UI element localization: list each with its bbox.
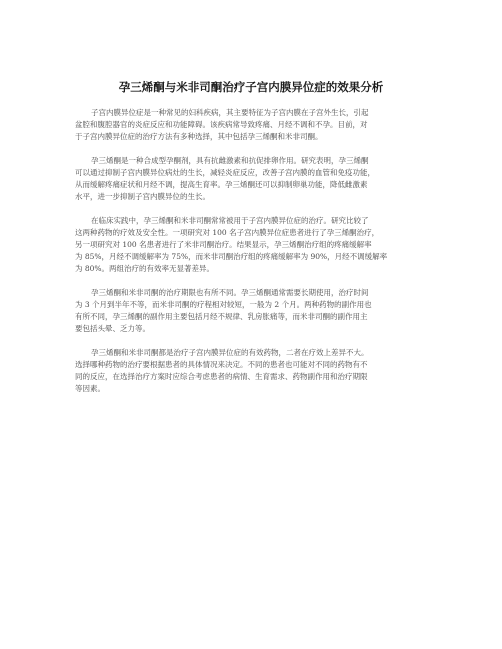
paragraph-2-line-2: 可以通过抑制子宫内膜异位病灶的生长，减轻炎症反应，改善子宫内膜的血管和免疫功能， xyxy=(75,168,375,177)
paragraph-4-line-1: 孕三烯酮和米非司酮的治疗期限也有所不同。孕三烯酮通常需要长期使用，治疗时间 xyxy=(91,288,369,297)
paragraph-5-line-2: 选择哪种药物的治疗要根据患者的具体情况来决定。不同的患者也可能对不同的药物有不 xyxy=(75,360,368,369)
paragraph-3-line-4: 为 85%，月经不调缓解率为 75%，而米非司酮治疗组的疼痛缓解率为 90%，月经不调缓解率 xyxy=(75,252,388,261)
paragraph-5 xyxy=(75,347,435,395)
paragraph-4-line-3: 有所不同，孕三烯酮的副作用主要包括月经不规律、乳房胀痛等，而米非司酮的副作用主 xyxy=(75,312,368,321)
paragraph-2-line-1: 孕三烯酮是一种合成型孕酮剂，具有抗雌激素和抗促排卵作用。研究表明，孕三烯酮 xyxy=(91,156,369,165)
paragraph-4-line-2: 为 3 个月到半年不等，而米非司酮的疗程相对较短，一般为 2 个月。两种药物的副作用也 xyxy=(75,300,372,309)
paragraph-3-line-2: 这两种药物的疗效及安全性。一项研究对 100 名子宫内膜异位症患者进行了孕三烯酮治疗， xyxy=(75,228,380,237)
paragraph-5-line-3: 同的反应，在选择治疗方案时应综合考虑患者的病情、生育需求、药物副作用和治疗期限 xyxy=(75,372,368,381)
paragraph-5-line-1: 孕三烯酮和米非司酮都是治疗子宫内膜异位症的有效药物，二者在疗效上差异不大。 xyxy=(91,348,369,357)
paragraph-1 xyxy=(75,107,435,143)
paragraph-3-line-5: 为 80%。两组治疗的有效率无显著差异。 xyxy=(75,264,215,273)
paragraph-1-line-1: 子宫内膜异位症是一种常见的妇科疾病，其主要特征为子宫内膜在子宫外生长，引起 xyxy=(91,108,369,117)
paragraph-3 xyxy=(75,215,435,275)
paragraph-5-line-4: 等因素。 xyxy=(75,384,105,393)
paragraph-2-line-3: 从而缓解疼痛症状和月经不调，提高生育率。孕三烯酮还可以抑制卵巢功能，降低雌激素 xyxy=(75,180,368,189)
paragraph-4 xyxy=(75,287,435,335)
paragraph-4-line-4: 要包括头晕、乏力等。 xyxy=(75,324,150,333)
paragraph-2 xyxy=(75,155,435,203)
paragraph-1-line-2: 盆腔和腹腔器官的炎症反应和功能障碍。该疾病常导致疼痛、月经不调和不孕。目前，对 xyxy=(75,120,368,129)
paragraph-3-line-3: 另一项研究对 100 名患者进行了米非司酮治疗。结果显示，孕三烯酮治疗组的疼痛缓解率 xyxy=(75,240,372,249)
paragraph-1-line-3: 于子宫内膜异位症的治疗方法有多种选择，其中包括孕三烯酮和米非司酮。 xyxy=(75,132,323,141)
paragraph-2-line-4: 水平，进一步抑制子宫内膜异位的生长。 xyxy=(75,192,210,201)
document-title: 孕三烯酮与米非司酮治疗子宫内膜异位症的效果分析 xyxy=(118,80,384,94)
paragraph-3-line-1: 在临床实践中，孕三烯酮和米非司酮常常被用于子宫内膜异位症的治疗。研究比较了 xyxy=(91,216,369,225)
